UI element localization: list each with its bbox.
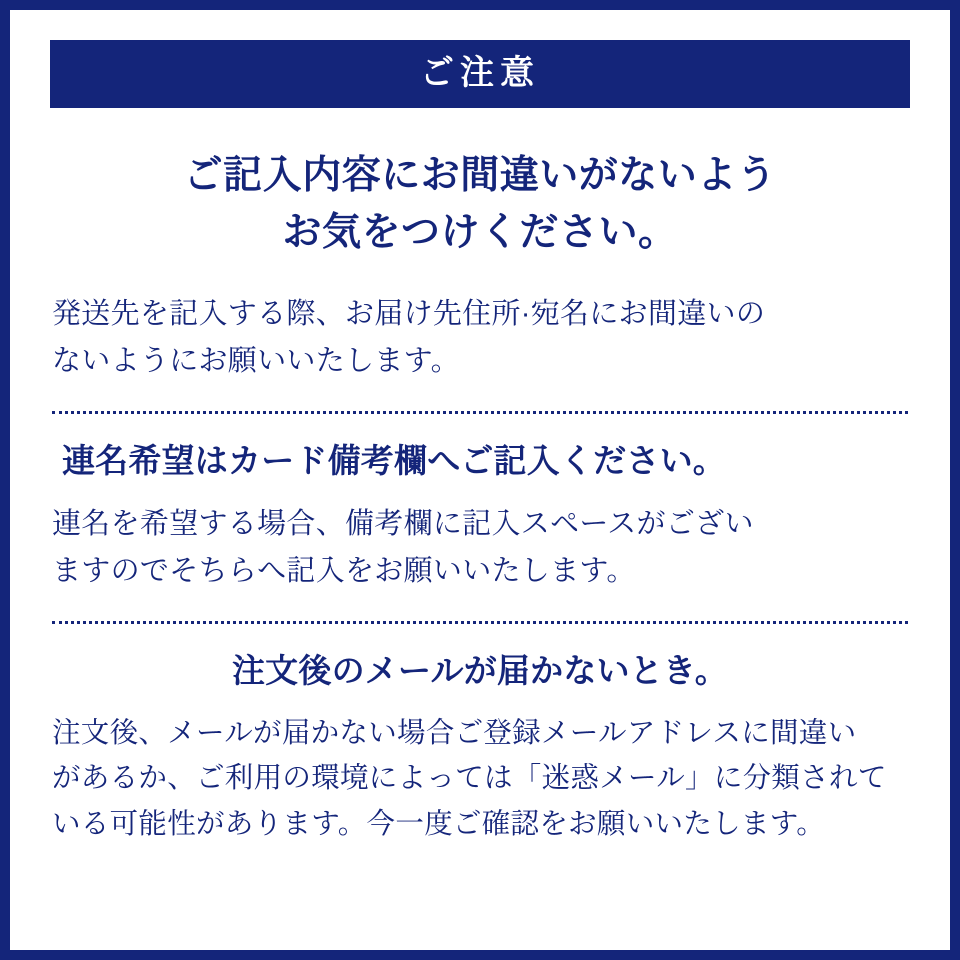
section-joint-name — [50, 440, 910, 595]
page-title — [50, 148, 910, 261]
divider — [52, 621, 908, 624]
body-line: いる可能性があります。今一度ご確認をお願いいたします。 — [52, 807, 826, 840]
body-line: ないようにお願いいたします。 — [52, 345, 460, 378]
body-line: があるか、ご利用の環境によっては「迷惑メール」に分類されて — [52, 762, 887, 795]
section-shipping-address — [50, 291, 910, 385]
section-mail-not-received-heading: 注文後のメールが届かないとき。 — [231, 651, 729, 689]
section-mail-not-received — [50, 650, 910, 848]
body-line: 注文後、メールが届かない場合ご登録メールアドレスに間違い — [52, 716, 857, 749]
banner-title: ご注意 — [50, 40, 910, 108]
divider — [52, 411, 908, 414]
notice-card-inner — [10, 10, 950, 950]
body-line: 連名を希望する場合、備考欄に記入スペースがござい — [52, 507, 754, 540]
section-mail-not-received-body — [52, 711, 908, 848]
body-line: 発送先を記入する際、お届け先住所·宛名にお間違いの — [52, 298, 766, 331]
body-line: ますのでそちらへ記入をお願いいたします。 — [52, 554, 636, 587]
page-title-line-1: ご記入内容にお間違いがないよう — [183, 154, 777, 197]
section-joint-name-heading: 連名希望はカード備考欄へご記入ください。 — [62, 442, 726, 480]
section-shipping-address-body — [52, 291, 908, 385]
page-title-line-2: お気をつけください。 — [282, 210, 678, 254]
section-joint-name-body — [52, 501, 908, 595]
